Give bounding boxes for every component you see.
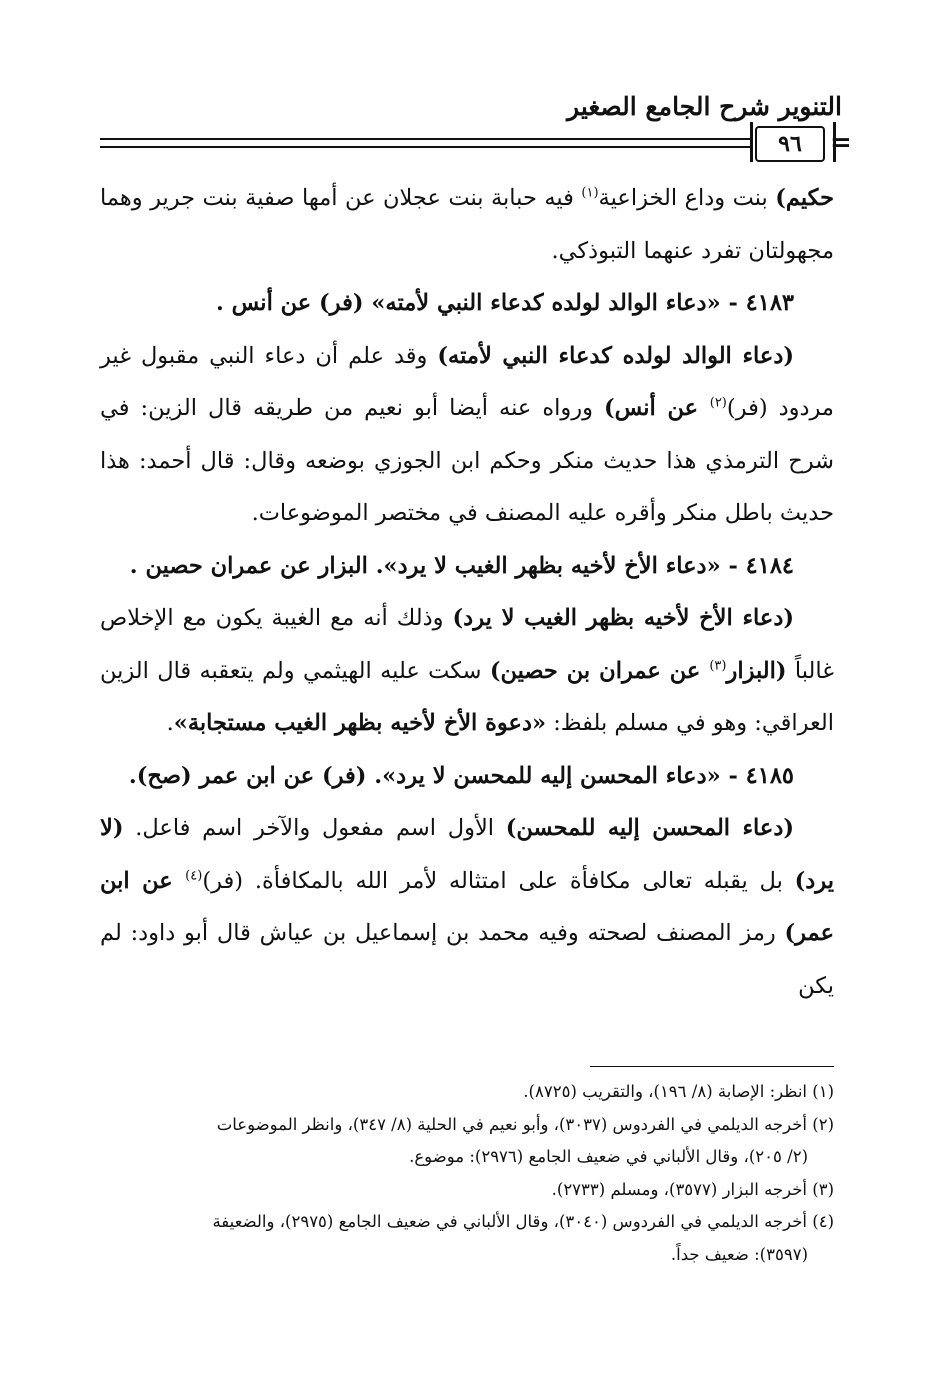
text-span: وذلك أنه مع الغيبة يكون مع الإخلاص غالباً — [100, 605, 834, 684]
bold-span: «دعوة الأخ لأخيه بظهر الغيب مستجابة» — [173, 710, 547, 736]
footnote-1: (١) انظر: الإصابة (٨/ ١٩٦)، والتقريب (٨٧٢٥). — [523, 1082, 834, 1101]
text-span: فيه حبابة بنت عجلان عن أمها صفية بنت جرير وهما مجهولتان تفرد عنهما التبوذكي. — [100, 185, 834, 264]
bold-span: (دعاء الوالد لولده كدعاء النبي لأمته) — [437, 342, 794, 369]
footnote-ref: (٣) — [709, 658, 727, 673]
footnote-ref: (١) — [581, 185, 599, 201]
footnote-2-continued: (٢/ ٢٠٥)، وقال الألباني في ضعيف الجامع (٢٩٧٦): موضوع. — [409, 1147, 808, 1166]
footnote-ref: (٤) — [185, 868, 203, 883]
text-span: رمز المصنف لصحته وفيه محمد بن إسماعيل بن عياش قال أبو داود: لم يكن — [100, 920, 834, 999]
header-rule — [100, 126, 852, 164]
page-number: ٩٦ — [755, 126, 825, 162]
text-span: . — [166, 710, 174, 736]
header-rule-line — [100, 138, 750, 140]
bold-span: (دعاء الأخ لأخيه بظهر الغيب لا يرد) — [452, 605, 794, 631]
hadith-heading-4184: ٤١٨٤ - «دعاء الأخ لأخيه بظهر الغيب لا يرد». البزار عن عمران حصين . — [129, 552, 794, 579]
footnote-2: (٢) أخرجه الديلمي في الفردوس (٣٠٣٧)، وأبو نعيم في الحلية (٨/ ٣٤٧)، وانظر الموضوعات — [216, 1114, 834, 1134]
hadith-heading-4183: ٤١٨٣ - «دعاء الوالد لولده كدعاء النبي لأمته» (فر) عن أنس . — [215, 290, 794, 316]
text-span: بنت وداع الخزاعية — [598, 185, 776, 211]
footnote-4: (٤) أخرجه الديلمي في الفردوس (٣٠٤٠)، وقال الألباني في ضعيف الجامع (٢٩٧٥)، والضعيفة — [212, 1212, 834, 1231]
main-text — [100, 172, 834, 1012]
paragraph — [100, 172, 834, 277]
text-span: بل يقبله تعالى مكافأة على امتثاله لأمر الله بالمكافأة. — [243, 867, 795, 894]
header-rule-end-mark: = — [830, 128, 852, 158]
running-title: التنوير شرح الجامع الصغير — [567, 92, 842, 121]
text-span: (فر) — [202, 867, 244, 894]
hadith-heading-4185: ٤١٨٥ - «دعاء المحسن إليه للمحسن لا يرد». (فر) عن ابن عمر (صح). — [128, 762, 794, 789]
text-span: ورواه عنه أيضا أبو نعيم من طريقه قال الزين: في شرح الترمذي هذا حديث منكر وحكم ابن الجوزي بوضعه وقال: قال أحمد: هذا حديث باطل منكر وأقره عليه المصنف في مختصر الموضوعات. — [100, 395, 834, 526]
bold-span: عن عمران بن حصين) — [489, 657, 710, 684]
bold-span: عن ابن عمر) — [100, 867, 834, 946]
text-span: سكت عليه الهيثمي ولم يتعقبه قال الزين العراقي: وهو في مسلم بلفظ: — [100, 657, 834, 736]
text-span: وقد علم أن دعاء النبي مقبول غير مردود — [100, 342, 834, 421]
footnote-4-continued: (٣٥٩٧): ضعيف جداً. — [670, 1244, 808, 1264]
footnote-3: (٣) أخرجه البزار (٣٥٧٧)، ومسلم (٢٧٣٣). — [551, 1179, 834, 1199]
footnotes — [100, 1076, 834, 1271]
bold-span: (لا يرد) — [100, 815, 834, 894]
text-span: الأول اسم مفعول والآخر اسم فاعل. — [123, 815, 506, 841]
bold-span: (البزار — [726, 657, 787, 684]
paragraph — [100, 802, 834, 1012]
bold-span: (دعاء المحسن إليه للمحسن) — [505, 815, 794, 841]
footnote-separator — [590, 1066, 834, 1067]
footnote-ref: (٢) — [709, 395, 727, 411]
paragraph — [100, 330, 834, 540]
bold-span: حكيم) — [775, 185, 834, 211]
text-span: (فر) — [726, 395, 768, 421]
paragraph — [100, 592, 834, 750]
header-rule-line — [100, 146, 750, 148]
bold-span: عن أنس) — [603, 395, 710, 421]
